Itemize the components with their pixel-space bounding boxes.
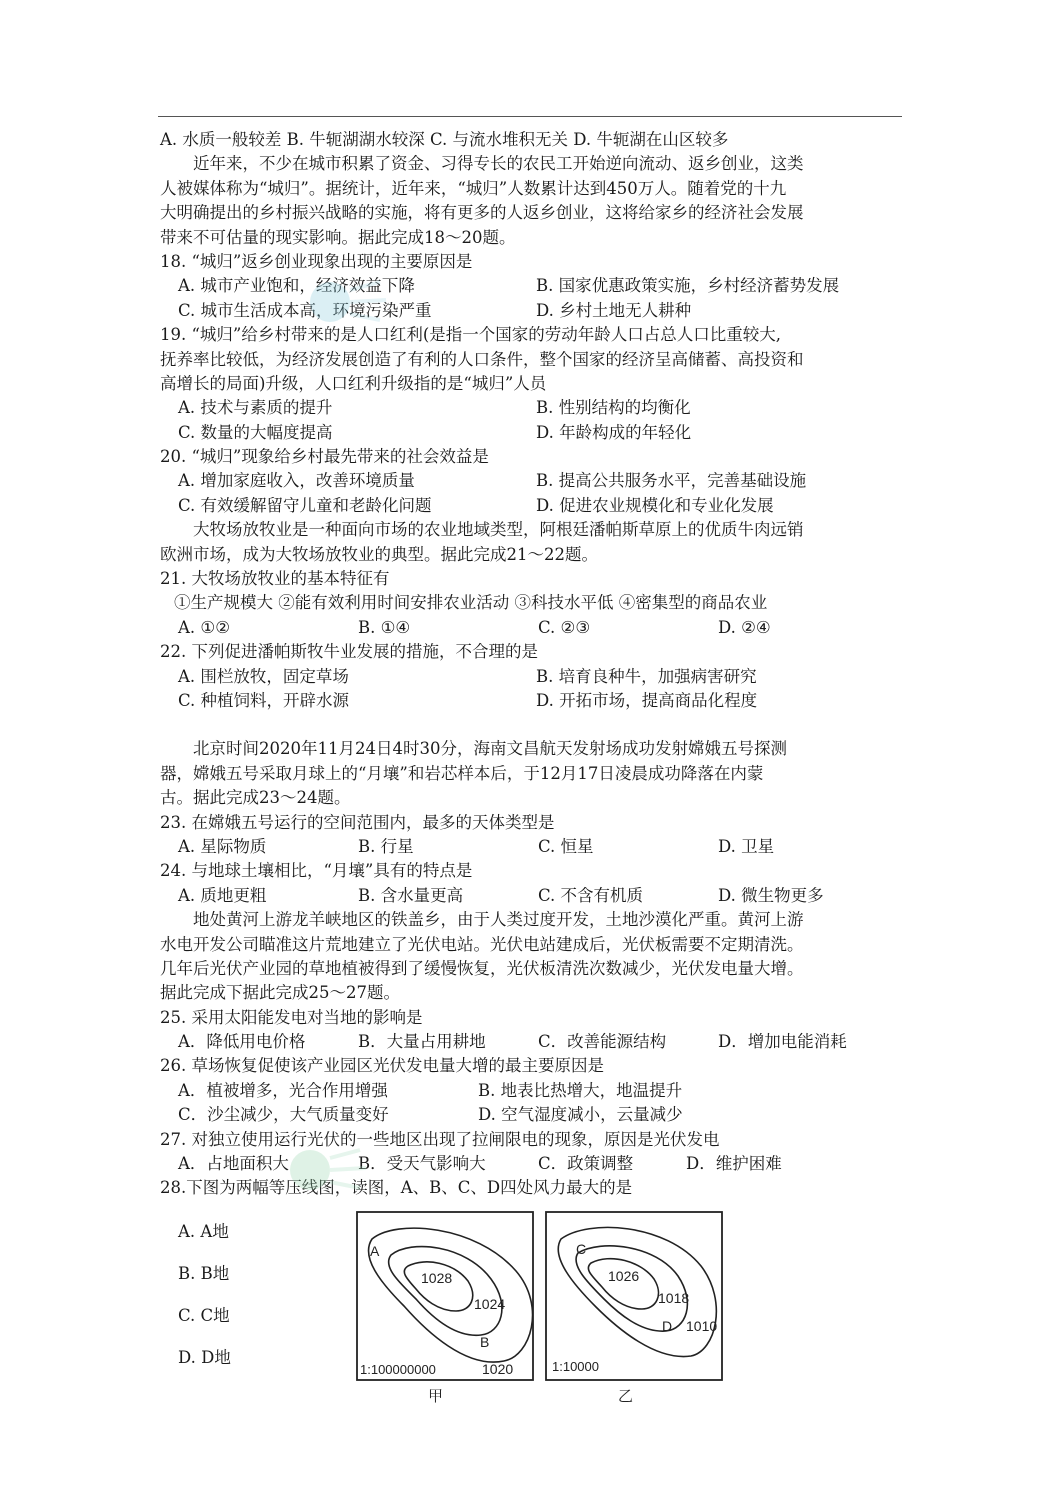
option-c: C. 城市生活成本高，环境污染严重 [178, 300, 432, 320]
q27-stem: 27. 对独立使用运行光伏的一些地区出现了拉闸限电的现象，原因是光伏发电 [160, 1129, 720, 1149]
passage-line: 地处黄河上游龙羊峡地区的铁盖乡，由于人类过度开发，土地沙漠化严重。黄河上游 [193, 910, 804, 930]
passage-line: 古。据此完成23～24题。 [160, 788, 351, 808]
watermark-logo-icon [280, 1140, 370, 1200]
passage-line: 大明确提出的乡村振兴战略的实施，将有更多的人返乡创业，这将给家乡的经济社会发展 [160, 203, 804, 223]
isobar-1026-label: 1026 [608, 1267, 640, 1284]
isobar-1020-label: 1020 [482, 1360, 514, 1377]
option-b: B. 提高公共服务水平，完善基础设施 [536, 471, 807, 491]
point-d-label: D [662, 1317, 673, 1334]
isobar-figure [356, 1211, 746, 1416]
passage-line: 欧洲市场，成为大牧场放牧业的典型。据此完成21～22题。 [160, 544, 598, 564]
q18-stem: 18. “城归”返乡创业现象出现的主要原因是 [160, 251, 473, 271]
passage-line: 人被媒体称为“城归”。据统计，近年来，“城归”人数累计达到450万人。随着党的十九 [160, 178, 787, 198]
q22-stem: 22. 下列促进潘帕斯牧牛业发展的措施，不合理的是 [160, 642, 538, 662]
scale-label: 1:100000000 [360, 1361, 436, 1377]
passage-line: 几年后光伏产业园的草地植被得到了缓慢恢复，光伏板清洗次数减少，光伏发电量大增。 [160, 958, 804, 978]
option-a: A. 质地更粗 [178, 885, 267, 905]
watermark-logo-icon [300, 272, 390, 332]
option-c: C. 恒星 [538, 836, 594, 856]
q17-options: A. 水质一般较差 B. 牛轭湖湖水较深 C. 与流水堆积无关 D. 牛轭湖在山区较多 [160, 130, 729, 149]
point-b-label: B [480, 1333, 490, 1350]
option-c: C. C地 [178, 1305, 230, 1325]
option-d: D. 微生物更多 [718, 885, 824, 905]
q28-block [160, 1201, 900, 1451]
passage-line: 器，嫦娥五号采取月球上的“月壤”和岩芯样本后，于12月17日凌晨成功降落在内蒙 [160, 763, 764, 783]
option-c: C．沙尘减少，大气质量变好 [178, 1105, 389, 1125]
q21-options [160, 616, 900, 640]
option-b: B．受天气影响大 [358, 1154, 486, 1174]
option-c: C．改善能源结构 [538, 1032, 667, 1052]
option-d: D. 空气湿度减小，云量减少 [478, 1105, 683, 1125]
option-b: B. 性别结构的均衡化 [536, 398, 691, 418]
option-a: A. 围栏放牧，固定草场 [178, 666, 349, 686]
option-b: B. ①④ [358, 617, 411, 637]
q20-stem: 20. “城归”现象给乡村最先带来的社会效益是 [160, 447, 489, 467]
q19-stem: 抚养率比较低，为经济发展创造了有利的人口条件，整个国家的经济呈高储蓄、高投资和 [160, 349, 804, 369]
q26-options-row2 [160, 1103, 900, 1127]
q21-items: ①生产规模大 ②能有效利用时间安排农业活动 ③科技水平低 ④密集型的商品农业 [174, 593, 768, 613]
option-c: C. 种植饲料，开辟水源 [178, 690, 350, 710]
option-b: B．大量占用耕地 [358, 1032, 486, 1052]
q26-options-row1 [160, 1079, 900, 1103]
passage-line: 近年来，不少在城市积累了资金、习得专长的农民工开始逆向流动、返乡创业，这类 [193, 154, 804, 174]
passage-line: 据此完成下据此完成25～27题。 [160, 983, 400, 1003]
isobar-1028-label: 1028 [421, 1269, 453, 1286]
exam-page [160, 128, 900, 1451]
passage-line: 北京时间2020年11月24日4时30分，海南文昌航天发射场成功发射嫦娥五号探测 [193, 739, 787, 759]
option-d: D. D地 [178, 1347, 231, 1367]
caption-label: 甲 [428, 1387, 444, 1405]
option-a: A. 城市产业饱和，经济效益下降 [178, 276, 415, 296]
q21-stem: 21. 大牧场放牧业的基本特征有 [160, 569, 390, 589]
option-b: B. 国家优惠政策实施，乡村经济蓄势发展 [536, 276, 840, 296]
isobar-map-left [357, 1212, 533, 1405]
option-b: B. B地 [178, 1263, 230, 1283]
q25-stem: 25. 采用太阳能发电对当地的影响是 [160, 1007, 423, 1027]
q25-options [160, 1030, 900, 1054]
q19-stem: 高增长的局面)升级，人口红利升级指的是“城归”人员 [160, 373, 547, 393]
q23-stem: 23. 在嫦娥五号运行的空间范围内，最多的天体类型是 [160, 812, 555, 832]
q28-stem: 28.下图为两幅等压线图，读图，A、B、C、D四处风力最大的是 [160, 1178, 633, 1198]
option-a: A. 技术与素质的提升 [178, 398, 333, 418]
option-c: C. 有效缓解留守儿童和老龄化问题 [178, 495, 432, 515]
isobar-1018-label: 1018 [658, 1289, 690, 1306]
passage-line: 带来不可估量的现实影响。据此完成18～20题。 [160, 227, 516, 247]
point-a-label: A [370, 1242, 380, 1259]
passage-line: 水电开发公司瞄准这片荒地建立了光伏电站。光伏电站建成后，光伏板需要不定期清洗。 [160, 934, 804, 954]
option-c: C. 不含有机质 [538, 885, 644, 905]
option-d: D. 乡村土地无人耕种 [536, 300, 692, 320]
option-b: B. 行星 [358, 836, 414, 856]
q27-options [160, 1152, 900, 1176]
q19-stem: 19. “城归”给乡村带来的是人口红利(是指一个国家的劳动年龄人口占总人口比重较大, [160, 325, 782, 345]
option-a: A．占地面积大 [178, 1154, 289, 1174]
option-c: C．政策调整 [538, 1154, 634, 1174]
option-a: A. 星际物质 [178, 836, 267, 856]
q28-options [178, 1211, 231, 1379]
q19-options-row1 [160, 396, 900, 420]
q23-options [160, 835, 900, 859]
option-d: D. ②④ [718, 617, 771, 637]
option-b: B. 培育良种牛，加强病害研究 [536, 666, 757, 686]
option-a: A．降低用电价格 [178, 1032, 306, 1052]
q18-options-row2 [160, 299, 900, 323]
option-d: D. 卫星 [718, 836, 775, 856]
q22-options-row2 [160, 689, 900, 713]
option-a: A．植被增多，光合作用增强 [178, 1080, 388, 1100]
passage-line: 大牧场放牧业是一种面向市场的农业地域类型，阿根廷潘帕斯草原上的优质牛肉远销 [193, 520, 804, 540]
q20-options-row2 [160, 494, 900, 518]
caption-label: 乙 [618, 1387, 634, 1405]
option-d: D．维护困难 [686, 1154, 782, 1174]
option-b: B. 地表比热增大，地温提升 [478, 1080, 683, 1100]
option-c: C. ②③ [538, 617, 591, 637]
isobar-1024-label: 1024 [474, 1295, 506, 1312]
isobar-map-right [546, 1212, 722, 1405]
spacer [160, 713, 900, 737]
option-a: A. 增加家庭收入，改善环境质量 [178, 471, 415, 491]
q19-options-row2 [160, 421, 900, 445]
q20-options-row1 [160, 469, 900, 493]
q18-options-row1 [160, 274, 900, 298]
option-d: D．增加电能消耗 [718, 1032, 847, 1052]
point-c-label: C [576, 1240, 587, 1257]
option-a: A. A地 [178, 1221, 229, 1241]
q24-stem: 24. 与地球土壤相比，“月壤”具有的特点是 [160, 861, 473, 881]
header-rule [158, 116, 902, 117]
q22-options-row1 [160, 665, 900, 689]
option-d: D. 年龄构成的年轻化 [536, 422, 692, 442]
q24-options [160, 884, 900, 908]
option-b: B. 含水量更高 [358, 885, 464, 905]
option-d: D. 开拓市场，提高商品化程度 [536, 690, 758, 710]
option-c: C. 数量的大幅度提高 [178, 422, 333, 442]
option-a: A. ①② [178, 617, 230, 637]
option-d: D. 促进农业规模化和专业化发展 [536, 495, 774, 515]
isobar-1010-label: 1010 [686, 1317, 718, 1334]
q26-stem: 26. 草场恢复促使该产业园区光伏发电量大增的最主要原因是 [160, 1056, 604, 1076]
scale-label: 1:10000 [552, 1358, 599, 1374]
